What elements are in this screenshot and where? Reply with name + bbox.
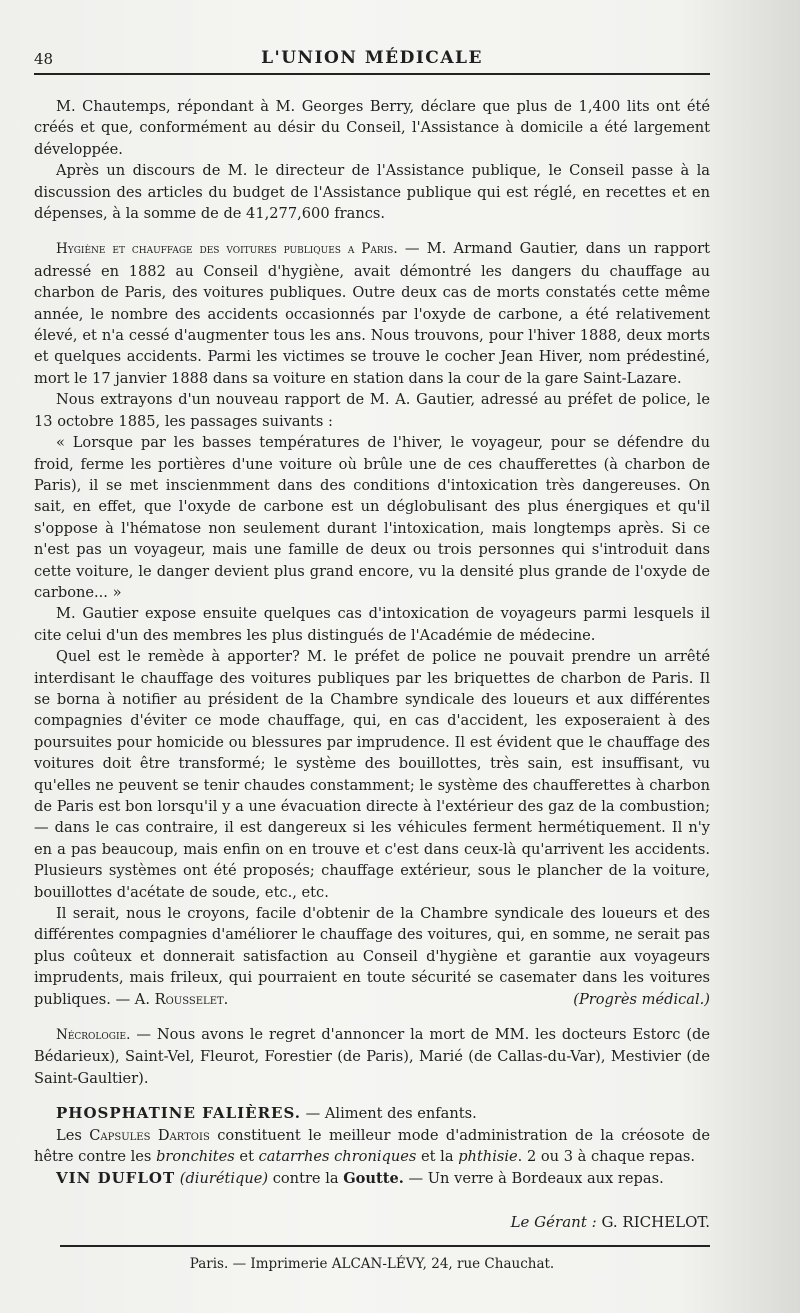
source-citation: (Progrès médical.): [573, 990, 710, 1008]
paragraph-budget: Après un discours de M. le directeur de l'Assistance publique, le Conseil passe à la discussion des articles du budget de l'Assistance publique qui est réglé, en recettes et en dépenses, à la somme de de 41,277,600 francs.: [34, 162, 710, 223]
signature-name: G. RICHELOT.: [601, 1213, 710, 1231]
ad-capsules-brand: Capsules Dartois: [89, 1126, 210, 1144]
paragraph-chautemps: M. Chautemps, répondant à M. Georges Berry, déclare que plus de 1,400 lits ont été créés et que, conformément au désir du Conseil, l'Assistance à domicile a été largement développée.: [34, 98, 710, 158]
author-name: A. Rousselet.: [134, 990, 229, 1008]
paragraph-conclusion: Il serait, nous le croyons, facile d'obtenir de la Chambre syndicale des loueurs et des différentes compagnies d'améliorer le chauffage des voitures, qui, en somme, ne serait pas plus coûteux et donnerait satisfaction au Conseil d'hygiène et garantie aux voyageurs imprudents, mais frileux, qui pourraient en toute sécurité se casemater dans les voitures publiques. — A. Rousselet. (Progrès médical.): [34, 903, 710, 1010]
ad-vin-title: VIN DUFLOT: [56, 1168, 176, 1187]
signature: [34, 1213, 710, 1231]
ad-phosphatine-title: PHOSPHATINE FALIÈRES.: [56, 1104, 301, 1123]
ad-phosphatine: PHOSPHATINE FALIÈRES. — Aliment des enfants.: [56, 1104, 477, 1123]
paragraph-hygiene: Hygiène et chauffage des voitures publiques a Paris. — M. Armand Gautier, dans un rapport adressé en 1882 au Conseil d'hygiène, avait démontré les dangers du chauffage au charbon de Paris, des voitures publiques. Outre deux cas de morts constatés cette même année, le nombre des accidents occasionnés par l'oxyde de carbone, a été relativement élevé, et n'a cessé d'augmenter tous les ans. Nous trouvons, pour l'hiver 1888, deux morts et quelques accidents. Parmi les victimes se trouve le cocher Jean Hiver, nom prédestiné, mort le 17 janvier 1888 dans sa voiture en station dans la cour de la gare Saint-Lazare.: [34, 240, 710, 387]
page-number: 48: [34, 50, 54, 68]
page-header: [34, 46, 710, 72]
printer-imprint: Paris. — Imprimerie ALCAN-LÉVY, 24, rue Chauchat.: [189, 1256, 555, 1272]
footer-rule: [60, 1245, 710, 1247]
section-heading-necrologie: Nécrologie.: [56, 1027, 131, 1044]
signature-label: Le Gérant :: [510, 1213, 597, 1231]
paragraph-rapport: Nous extrayons d'un nouveau rapport de M. A. Gautier, adressé au préfet de police, le 13 octobre 1885, les passages suivants :: [34, 391, 710, 430]
paragraph-quote: « Lorsque par les basses températures de l'hiver, le voyageur, pour se défendre du froid, ferme les portières d'une voiture où brûle une de ces chaufferettes (à charbon de Paris), il se met inscienmment dans des conditions d'intoxication très dangereuses. On sait, en effet, que l'oxyde de carbone est un déglobulisant des plus énergiques et qu'il s'oppose à l'hématose non seulement durant l'intoxication, mais longtemps après. Si ce n'est pas un voyageur, mais une famille de deux ou trois personnes qui s'introduit dans cette voiture, le danger devient plus grand encore, vu la densité plus grande de l'oxyde de carbone... »: [34, 434, 710, 601]
journal-title: L'UNION MÉDICALE: [261, 48, 483, 68]
article-body: [34, 96, 710, 1189]
ad-capsules: Les Capsules Dartois constituent le meilleur mode d'administration de la créosote de hêtre contre les bronchites et catarrhes chroniques et la phthisie. 2 ou 3 à chaque repas.: [34, 1126, 710, 1166]
paragraph-cases: M. Gautier expose ensuite quelques cas d'intoxication de voyageurs parmi lesquels il cite celui d'un des membres les plus distingués de l'Académie de médecine.: [34, 605, 710, 644]
paragraph-necrologie: Nécrologie. — Nous avons le regret d'annoncer la mort de MM. les docteurs Estorc (de Bédarieux), Saint-Vel, Fleurot, Forestier (de Paris), Marié (de Callas-du-Var), Mestivier (de Saint-Gaultier).: [34, 1026, 710, 1087]
paragraph-remedy: Quel est le remède à apporter? M. le préfet de police ne pouvait prendre un arrêté interdisant le chauffage des voitures publiques par les briquettes de charbon de Paris. Il se borna à notifier au président de la Chambre syndicale des loueurs et aux différentes compagnies d'éviter ce mode chauffage, qui, en cas d'accident, les exposeraient à des poursuites pour homicide ou blessures par imprudence. Il est évident que le chauffage des voitures doit être transformé; le système des bouillottes, très sain, est insuffisant, vu qu'elles ne peuvent se tenir chaudes constamment; le système des chaufferettes à charbon de Paris est bon lorsqu'il y a une évacuation directe à l'extérieur des gaz de la combustion; — dans le cas contraire, il est dangereux si les véhicules ferment hermétiquement. Il n'y en a pas beaucoup, mais enfin on en trouve et c'est dans ceux-là qu'arrivent les accidents. Plusieurs systèmes ont été proposés; chauffage extérieur, sous le plancher de la voiture, bouillottes d'acétate de soude, etc., etc.: [34, 648, 710, 901]
section-heading-hygiene: Hygiène et chauffage des voitures publiques a Paris.: [56, 241, 398, 258]
header-rule: [34, 73, 710, 75]
ad-vin-duflot: VIN DUFLOT (diurétique) contre la Goutte. — Un verre à Bordeaux aux repas.: [56, 1168, 664, 1187]
